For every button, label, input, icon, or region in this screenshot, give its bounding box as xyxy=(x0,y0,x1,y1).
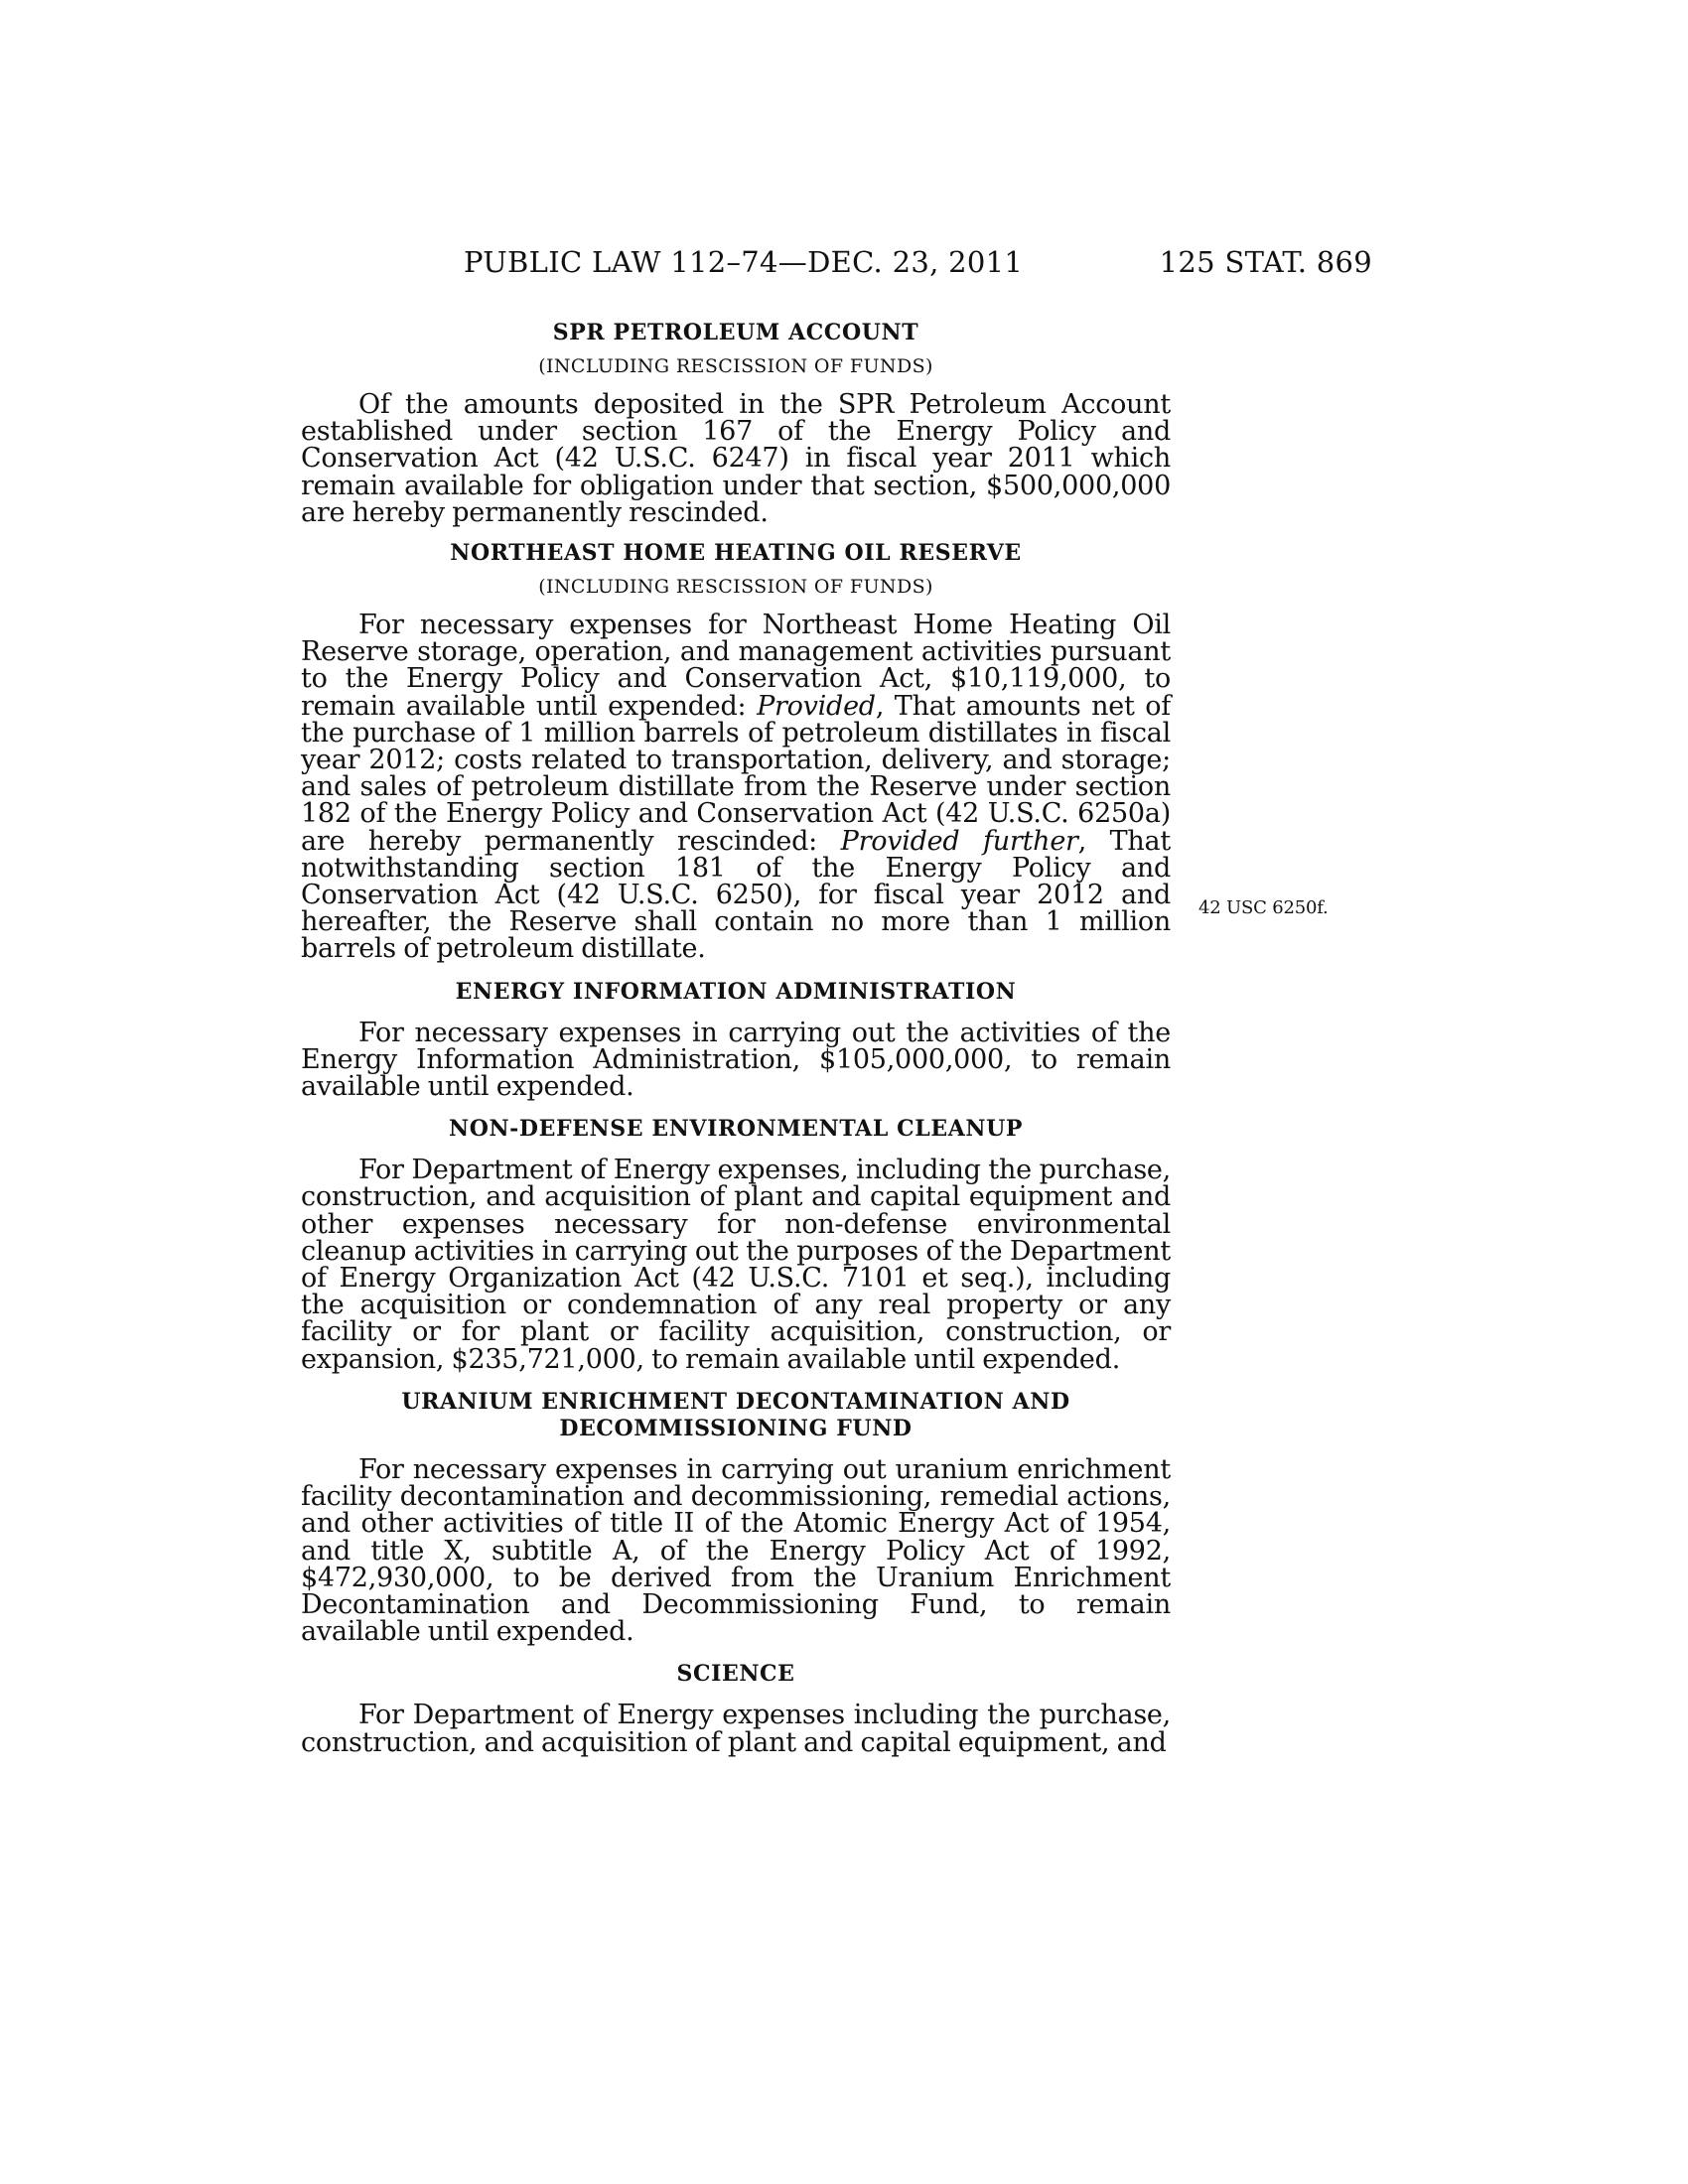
section-body-eia: For necessary expenses in carrying out the activities of the Energy Information Administration, $105,000,000, to remain available until expended. xyxy=(301,1017,1171,1103)
section-subheading-northeast: (INCLUDING RESCISSION OF FUNDS) xyxy=(538,576,933,599)
section-body-cleanup: For Department of Energy expenses, including the purchase, construction, and acquisition of plant and capital equipment and other expenses necessary for non-defense environmental cleanup activities in carrying out the purposes of the Department of Energy Organization Act (42 U.S.C. 7101 et seq.), including the acquisition or condemnation of any real property or any facility or for plant or facility acquisition, construction, or expansion, $235,721,000, to remain available until expended. xyxy=(301,1155,1171,1375)
margin-note-citation: 42 USC 6250f. xyxy=(1198,897,1329,918)
section-heading-eia: ENERGY INFORMATION ADMINISTRATION xyxy=(455,978,1017,1005)
section-heading-spr: SPR PETROLEUM ACCOUNT xyxy=(552,320,919,345)
section-heading-northeast: NORTHEAST HOME HEATING OIL RESERVE xyxy=(450,540,1022,567)
section-body-spr: Of the amounts deposited in the SPR Petroleum Account established under section 167 of the Energy Policy and Conservation Act (42 U.S.C. 6247) in fiscal year 2011 which remain available for obligation under that section, $500,000,000 are hereby permanently rescinded. xyxy=(301,389,1171,528)
section-heading-cleanup: NON-DEFENSE ENVIRONMENTAL CLEANUP xyxy=(448,1116,1024,1143)
section-heading-uranium: URANIUM ENRICHMENT DECONTAMINATION AND DECOMMISSIONING FUND xyxy=(401,1388,1070,1441)
section-subheading-spr: (INCLUDING RESCISSION OF FUNDS) xyxy=(538,355,933,377)
section-heading-science: SCIENCE xyxy=(676,1661,795,1688)
running-head-title: PUBLIC LAW 112–74—DEC. 23, 2011 xyxy=(464,245,1024,279)
section-body-uranium: For necessary expenses in carrying out uranium enrichment facility decontamination and decommissioning, remedial actions, and other activities of title II of the Atomic Energy Act of 1954, and title X, subtitle A, of the Energy Policy Act of 1992, $472,930,000, to be derived from the Uranium Enrichment Decontamination and Decommissioning Fund, to remain available until expended. xyxy=(301,1453,1171,1648)
section-body-science: For Department of Energy expenses including the purchase, construction, and acquisition of plant and capital equipment, and xyxy=(301,1700,1171,1758)
section-body-northeast: For necessary expenses for Northeast Home Heating Oil Reserve storage, operation, and management activities pursuant to the Energy Policy and Conservation Act, $10,119,000, to remain available until expended: Provided, That amounts net of the purchase of 1 million barrels of petroleum distillates in fiscal year 2012; costs related to transportation, delivery, and storage; and sales of petroleum distillate from the Reserve under section 182 of the Energy Policy and Conservation Act (42 U.S.C. 6250a) are hereby permanently rescinded: Provided further, That notwithstanding section 181 of the Energy Policy and Conservation Act (42 U.S.C. 6250), for fiscal year 2012 and hereafter, the Reserve shall contain no more than 1 million barrels of petroleum distillate. xyxy=(301,610,1171,965)
main-column xyxy=(301,320,1171,1756)
running-head-stat: 125 STAT. 869 xyxy=(1159,245,1372,279)
